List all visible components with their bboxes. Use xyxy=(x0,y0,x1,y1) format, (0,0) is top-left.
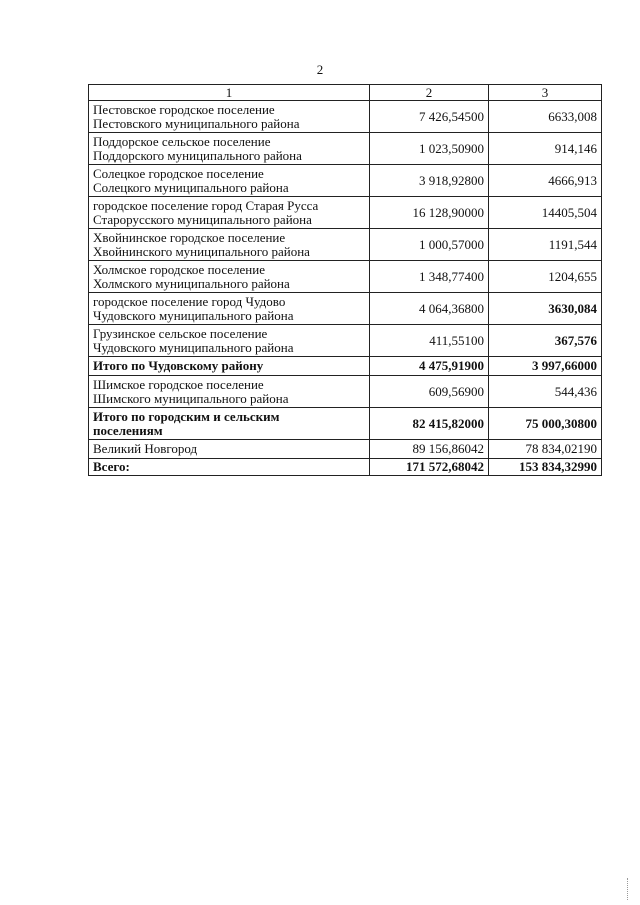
grand-total-row xyxy=(89,459,602,476)
settlement-name: Грузинское сельское поселение Чудовского муниципального района xyxy=(93,325,294,355)
settlement-name: Великий Новгород xyxy=(93,441,198,456)
subtotal-row xyxy=(89,357,602,376)
amount-col3: 14405,504 xyxy=(489,197,602,229)
settlement-name: городское поселение город Чудово Чудовского муниципального района xyxy=(93,293,294,323)
amount-col3: 544,436 xyxy=(489,376,602,408)
table-row xyxy=(89,293,602,325)
amount-col3: 914,146 xyxy=(489,133,602,165)
amount-col3: 78 834,02190 xyxy=(489,440,602,459)
table-row xyxy=(89,440,602,459)
settlement-name: Холмское городское поселение Холмского муниципального района xyxy=(93,261,290,291)
amount-col3: 367,576 xyxy=(489,325,602,357)
settlement-name: городское поселение город Старая Русса Старорусского муниципального района xyxy=(93,197,319,227)
amount-col3: 4666,913 xyxy=(489,165,602,197)
amount-col2: 4 475,91900 xyxy=(370,357,489,376)
page-number: 2 xyxy=(316,62,324,77)
amount-col3: 1191,544 xyxy=(489,229,602,261)
table-row xyxy=(89,229,602,261)
grand-total-label: Всего: xyxy=(93,459,130,474)
amount-col2: 609,56900 xyxy=(370,376,489,408)
table-row xyxy=(89,101,602,133)
amount-col2: 89 156,86042 xyxy=(370,440,489,459)
column-header-3: 3 xyxy=(489,85,602,101)
table-row xyxy=(89,197,602,229)
amount-col2: 7 426,54500 xyxy=(370,101,489,133)
amount-col2: 411,55100 xyxy=(370,325,489,357)
settlement-name: Шимское городское поселение Шимского муниципального района xyxy=(93,376,289,406)
amount-col2: 16 128,90000 xyxy=(370,197,489,229)
subtotal-label: Итого по Чудовскому району xyxy=(93,358,264,373)
amount-col2: 1 000,57000 xyxy=(370,229,489,261)
amount-col3: 3630,084 xyxy=(489,293,602,325)
amount-col3: 6633,008 xyxy=(489,101,602,133)
amount-col2: 1 348,77400 xyxy=(370,261,489,293)
column-header-1: 1 xyxy=(89,85,370,101)
amount-col3: 75 000,30800 xyxy=(489,408,602,440)
amount-col2: 3 918,92800 xyxy=(370,165,489,197)
table-row xyxy=(89,261,602,293)
settlement-name: Солецкое городское поселение Солецкого муниципального района xyxy=(93,165,289,195)
margin-scan-mark xyxy=(627,878,630,900)
table-row xyxy=(89,133,602,165)
subtotal-label: Итого по городским и сельским поселениям xyxy=(93,408,280,438)
settlement-name: Пестовское городское поселение Пестовского муниципального района xyxy=(93,101,300,131)
amount-col3: 153 834,32990 xyxy=(489,459,602,476)
amount-col2: 1 023,50900 xyxy=(370,133,489,165)
subtotal-row xyxy=(89,408,602,440)
budget-table xyxy=(88,84,602,476)
settlement-name: Хвойнинское городское поселение Хвойнинского муниципального района xyxy=(93,229,310,259)
amount-col3: 1204,655 xyxy=(489,261,602,293)
table-row xyxy=(89,376,602,408)
settlement-name: Поддорское сельское поселение Поддорского муниципального района xyxy=(93,133,302,163)
column-header-2: 2 xyxy=(370,85,489,101)
table-row xyxy=(89,325,602,357)
amount-col2: 82 415,82000 xyxy=(370,408,489,440)
amount-col3: 3 997,66000 xyxy=(489,357,602,376)
amount-col2: 171 572,68042 xyxy=(370,459,489,476)
table-row xyxy=(89,165,602,197)
table-header-row xyxy=(89,85,602,101)
amount-col2: 4 064,36800 xyxy=(370,293,489,325)
